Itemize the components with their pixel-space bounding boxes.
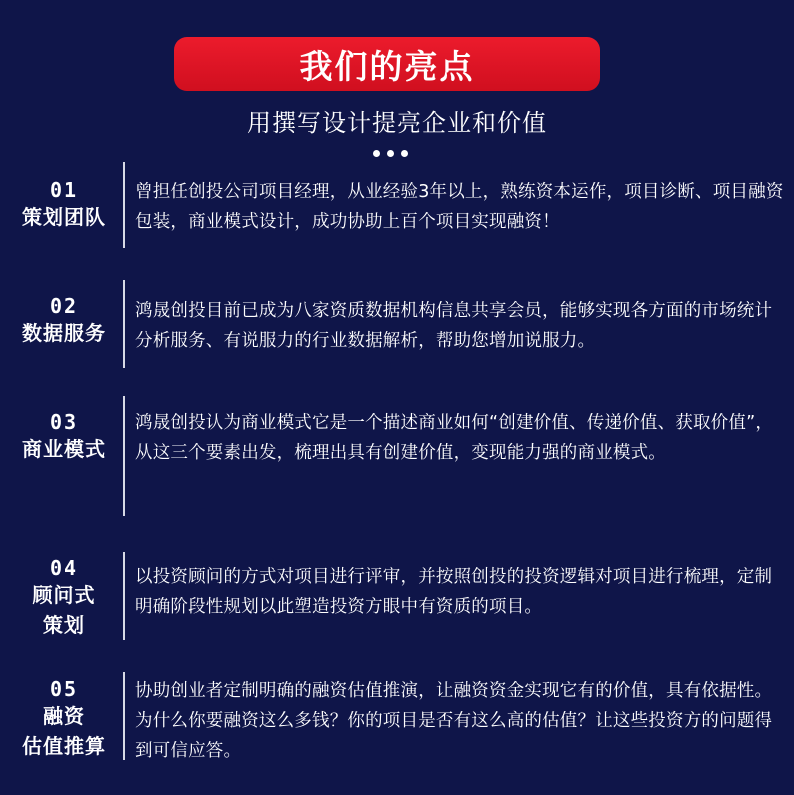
item-label <box>12 556 116 640</box>
item-name: 策划团队 <box>22 205 106 229</box>
item-description: 曾担任创投公司项目经理，从业经验3年以上，熟练资本运作，项目诊断、项目融资包装，商业模式设计，成功协助上百个项目实现融资！ <box>135 182 784 232</box>
item-description: 以投资顾问的方式对项目进行评审，并按照创投的投资逻辑对项目进行梳理，定制明确阶段性规划以此塑造投资方眼中有资质的项目。 <box>135 567 773 617</box>
item-name-line1: 融资 <box>43 704 85 728</box>
item-description: 鸿晟创投目前已成为八家资质数据机构信息共享会员，能够实现各方面的市场统计分析服务、有说服力的行业数据解析，帮助您增加说服力。 <box>135 301 773 351</box>
item-number: 03 <box>49 410 79 434</box>
item-label <box>12 410 116 464</box>
page-title: 我们的亮点 <box>299 46 475 86</box>
item-description: 鸿晟创投认为商业模式它是一个描述商业如何“创建价值、传递价值、获取价值”，从这三个要素出发，梳理出具有创建价值，变现能力强的商业模式。 <box>135 413 774 463</box>
item-label <box>12 178 116 232</box>
item-label <box>12 294 116 348</box>
item-number: 05 <box>49 677 79 701</box>
item-number: 04 <box>49 556 79 580</box>
item-number: 02 <box>49 294 79 318</box>
item-divider <box>123 552 125 640</box>
item-name-line2: 估值推算 <box>22 734 106 758</box>
item-divider <box>123 280 125 368</box>
item-number: 01 <box>49 178 79 202</box>
item-divider <box>123 672 125 760</box>
item-name: 数据服务 <box>22 321 106 345</box>
page-subtitle: 用撰写设计提亮企业和价值 <box>247 109 547 137</box>
title-banner <box>174 37 600 91</box>
dot-icon <box>387 150 394 157</box>
item-name-line1: 顾问式 <box>32 583 96 607</box>
item-name: 商业模式 <box>22 437 106 461</box>
dot-icon <box>401 150 408 157</box>
item-divider <box>123 396 125 516</box>
dots-decoration <box>373 150 408 157</box>
item-label <box>12 677 116 761</box>
dot-icon <box>373 150 380 157</box>
item-divider <box>123 162 125 248</box>
item-description: 协助创业者定制明确的融资估值推演，让融资资金实现它有的价值，具有依据性。为什么你要融资这么多钱？你的项目是否有这么高的估值？让这些投资方的问题得到可信应答。 <box>135 681 773 761</box>
item-name-line2: 策划 <box>43 613 85 637</box>
